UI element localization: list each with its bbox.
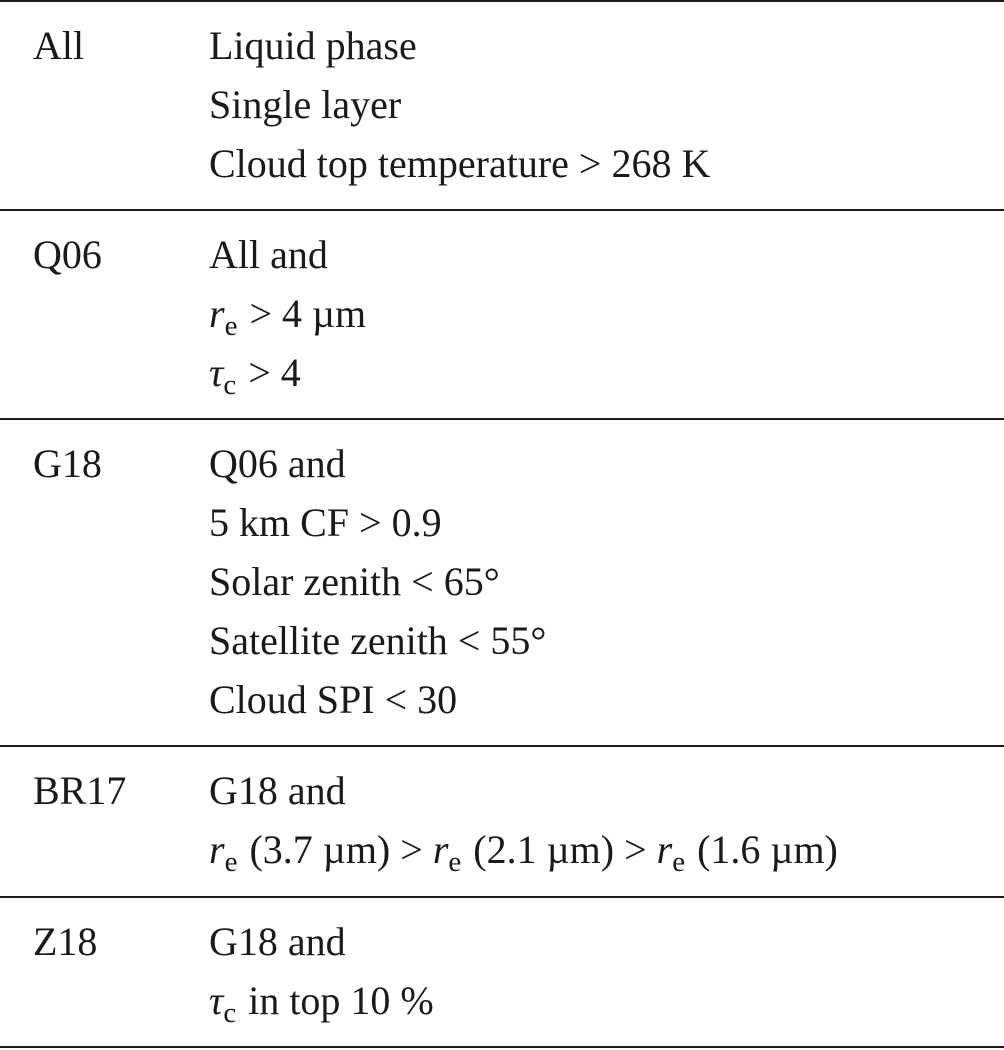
- criterion-liquid-phase: Liquid phase: [209, 23, 417, 68]
- symbol-tau: τ: [209, 350, 224, 395]
- criterion-text: (2.1 µm) >: [463, 827, 657, 872]
- criterion-text: (1.6 µm): [687, 827, 838, 872]
- criterion-cloud-fraction: 5 km CF > 0.9: [209, 500, 442, 545]
- criterion-text: > 4 µm: [239, 291, 367, 336]
- criterion-single-layer: Single layer: [209, 82, 402, 127]
- criterion-cloud-top-temperature: Cloud top temperature > 268 K: [209, 141, 711, 186]
- criterion-optical-depth-top: [209, 978, 434, 1029]
- row-label-g18: G18: [33, 441, 102, 486]
- criterion-text: > 4: [238, 350, 301, 395]
- criterion-radius-ordering: [209, 827, 838, 878]
- symbol-tau: τ: [209, 978, 224, 1023]
- criterion-all-and: All and: [209, 232, 328, 277]
- row-divider: [0, 418, 1004, 420]
- row-divider: [0, 209, 1004, 211]
- subscript-e: e: [448, 846, 462, 878]
- criterion-g18-and: G18 and: [209, 919, 346, 964]
- criterion-q06-and: Q06 and: [209, 441, 346, 486]
- subscript-c: c: [223, 997, 237, 1029]
- criterion-optical-depth: [209, 350, 301, 401]
- criterion-g18-and: G18 and: [209, 768, 346, 813]
- subscript-c: c: [223, 369, 237, 401]
- symbol-r: r: [432, 827, 449, 872]
- symbol-r: r: [209, 827, 225, 872]
- criterion-solar-zenith: Solar zenith < 65°: [209, 559, 500, 604]
- row-label-q06: Q06: [33, 232, 102, 277]
- top-rule: [0, 0, 1004, 2]
- criterion-text: in top 10 %: [238, 978, 434, 1023]
- criterion-text: (3.7 µm) >: [239, 827, 433, 872]
- symbol-r: r: [209, 291, 225, 336]
- subscript-e: e: [224, 846, 238, 878]
- subscript-e: e: [224, 310, 238, 342]
- row-label-all: All: [33, 23, 85, 68]
- criterion-cloud-spi: Cloud SPI < 30: [209, 677, 458, 722]
- bottom-rule: [0, 1046, 1004, 1048]
- subscript-e: e: [672, 846, 686, 878]
- criterion-effective-radius: [209, 291, 367, 342]
- row-label-z18: Z18: [33, 919, 98, 964]
- criterion-satellite-zenith: Satellite zenith < 55°: [209, 618, 547, 663]
- symbol-r: r: [656, 827, 673, 872]
- row-divider: [0, 896, 1004, 898]
- row-label-br17: BR17: [33, 768, 127, 813]
- row-divider: [0, 745, 1004, 747]
